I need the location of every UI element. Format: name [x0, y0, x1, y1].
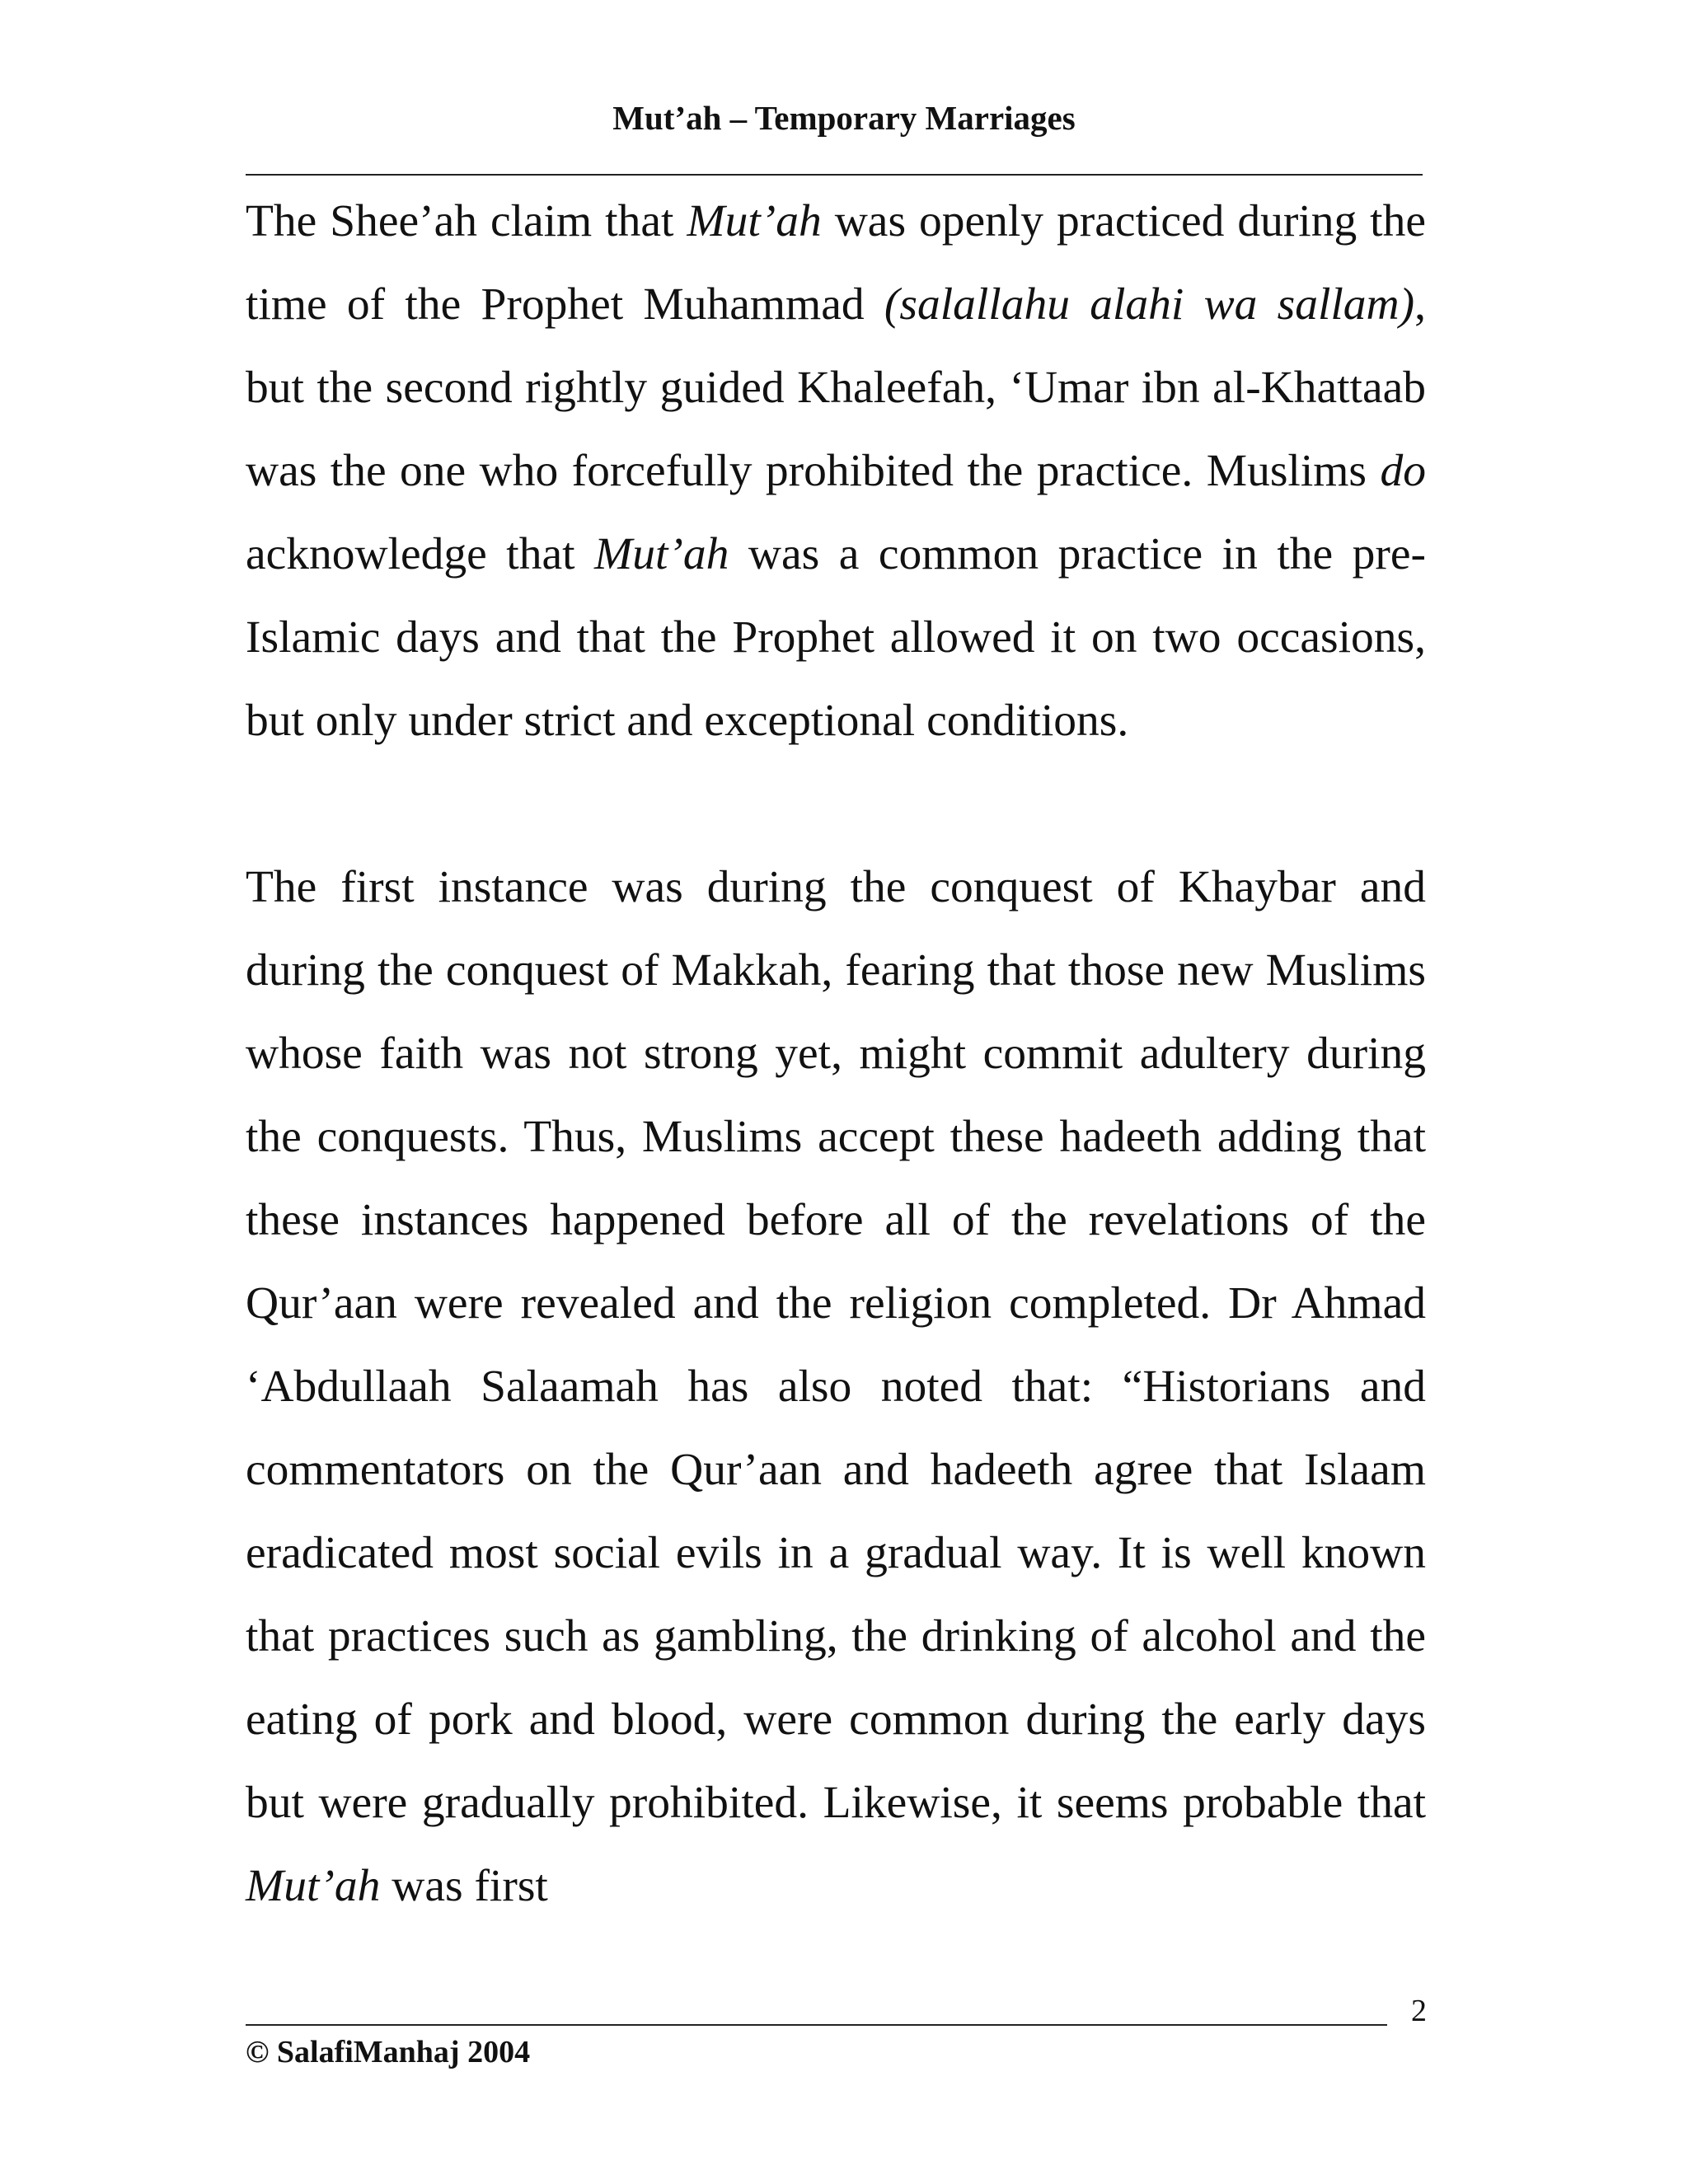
p1-honorific: (salallahu alahi wa sallam) — [884, 279, 1415, 330]
paragraph-1 — [246, 180, 1426, 762]
page-number: 2 — [1411, 1994, 1427, 2028]
p1-term-mutah-2: Mut’ah — [594, 529, 729, 579]
p2-text-2: was first — [380, 1861, 548, 1911]
p1-text-1: The Shee’ah claim that — [246, 196, 687, 246]
copyright-notice: © SalafiManhaj 2004 — [246, 2035, 531, 2069]
p1-text-5: was a common practice in the pre-Islamic days and that the Prophet allowed it on two occasions, but only under strict and exceptional conditions. — [246, 529, 1426, 746]
footer-divider — [246, 2024, 1387, 2026]
p1-text-3: , but the second rightly guided Khaleefah, ‘Umar ibn al-Khattaab was the one who forcefully prohibited the practice. Muslims — [246, 279, 1426, 496]
p2-text-1: The first instance was during the conquest of Khaybar and during the conquest of Makkah, fearing that those new Muslims whose faith was not strong yet, might commit adultery during the conquests. Thus, Muslims accept these hadeeth adding that these instances happened before all of the revelations of the Qur’aan were revealed and the religion completed. Dr Ahmad ‘Abdullaah Salaamah has also noted that: “Historians and commentators on the Qur’aan and hadeeth agree that Islaam eradicated most social evils in a gradual way. It is well known that practices such as gambling, the drinking of alcohol and the eating of pork and blood, were common during the early days but were gradually prohibited. Likewise, it seems probable that — [246, 862, 1426, 1828]
p1-emphasis-do: do — [1380, 446, 1426, 496]
page-header-title: Mut’ah – Temporary Marriages — [612, 99, 1076, 137]
p1-text-2: was openly practiced during the time of the Prophet Muhammad — [246, 196, 1426, 330]
document-body — [246, 180, 1426, 1928]
header-divider — [246, 174, 1423, 176]
p2-term-mutah: Mut’ah — [246, 1861, 381, 1911]
paragraph-2 — [246, 846, 1426, 1928]
p1-text-4: acknowledge that — [246, 529, 595, 579]
p1-term-mutah-1: Mut’ah — [687, 196, 822, 246]
